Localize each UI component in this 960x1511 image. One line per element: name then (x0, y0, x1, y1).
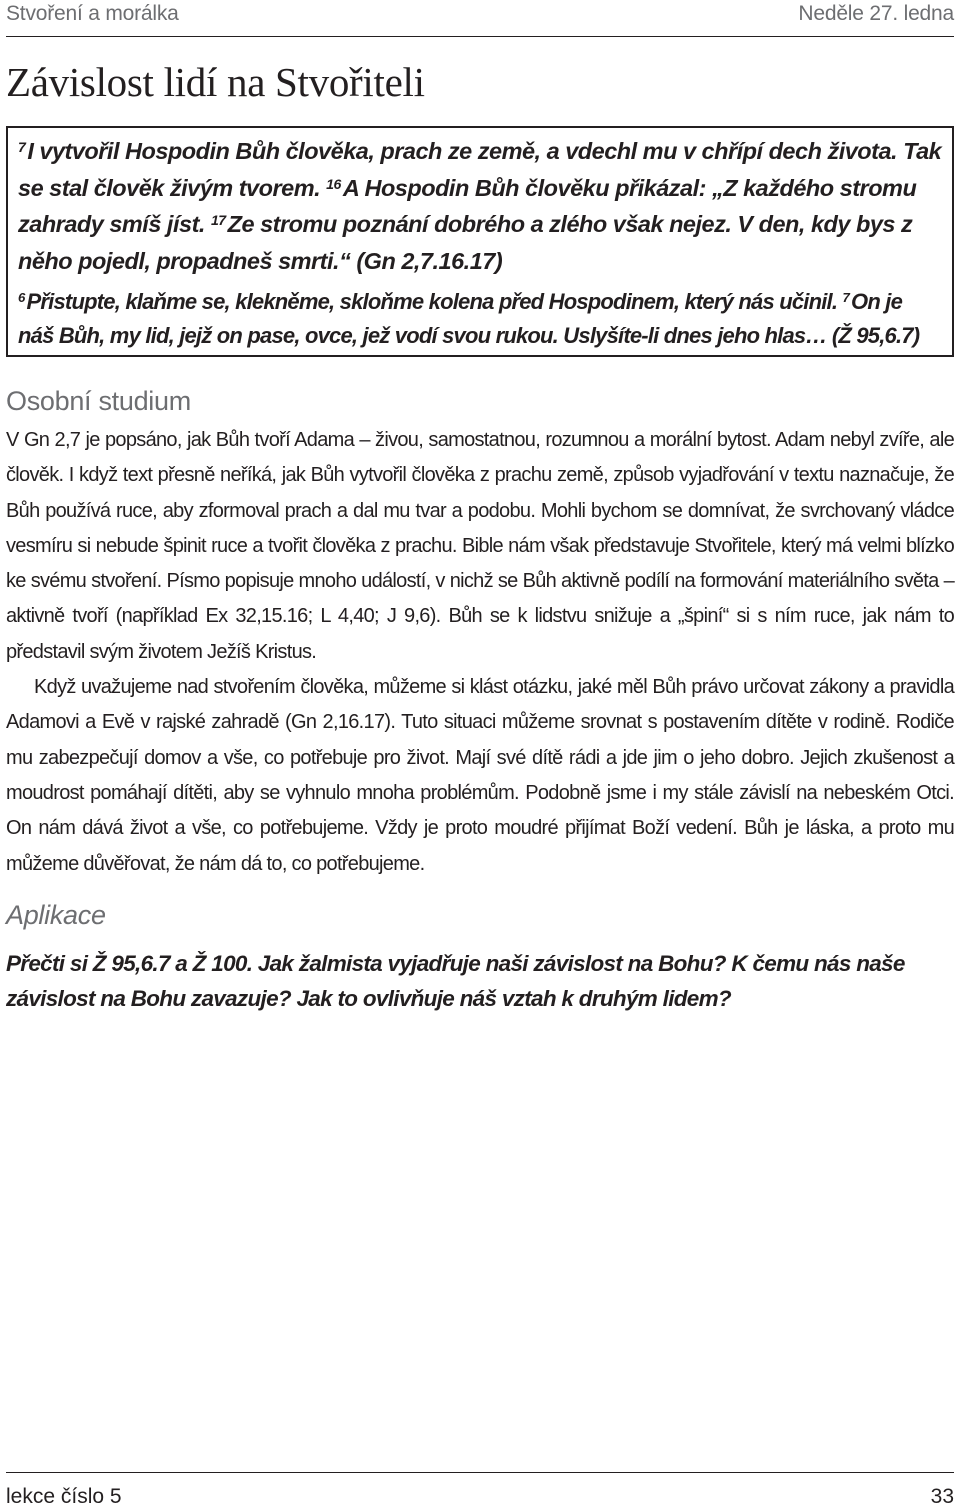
verse-number: 16 (326, 175, 341, 192)
page-title: Závislost lidí na Stvořiteli (6, 59, 425, 105)
page-header (6, 2, 954, 37)
verse-text: Přistupte, klaňme se, klekněme, skloňme kolena před Hospodinem, který nás učinil. (26, 289, 843, 314)
application-heading: Aplikace (6, 900, 106, 930)
verse-number: 17 (210, 212, 226, 228)
psalm-passage (18, 285, 942, 353)
header-section-title: Stvoření a morálka (6, 2, 179, 25)
lesson-number: lekce číslo 5 (6, 1485, 122, 1508)
study-paragraph: V Gn 2,7 je popsáno, jak Bůh tvoří Adama – živou, samostatnou, rozumnou a morální bytost. Adam nebyl zvíře, ale člověk. I když text přesně neříká, jak Bůh vytvořil člověka z prachu země, způsob vyjadřování v textu naznačuje, že Bůh používá ruce, aby zformoval prach a dal mu tvar a podobu. Mohli bychom se domnívat, že svrchovaný vládce vesmíru si nebude špinit ruce a tvořit člověka z prachu. Bible nám však představuje Stvořitele, který má velmi blízko ke svému stvoření. Písmo popisuje mnoho událostí, v nichž se Bůh aktivně podílí na formování materiálního světa – aktivně tvoří (například Ex 32,15.16; L 4,40; J 9,6). Bůh se k lidstvu snižuje a „špiní“ si s ním ruce, jak nám to představil svým životem Ježíš Kristus. (6, 429, 954, 663)
verse-text: A Hospodin Bůh člověku přikázal: „Z každého stromu zahrady smíš jíst. (18, 174, 917, 237)
page-number: 33 (930, 1485, 954, 1508)
study-paragraph: Když uvažujeme nad stvořením člověka, můžeme si klást otázku, jaké měl Bůh právo určovat zákony a pravidla Adamovi a Evě v rajské zahradě (Gn 2,16.17). Tuto situaci můžeme srovnat s postavením dítěte v rodině. Rodiče mu zabezpečují domov a vše, co potřebuje pro život. Mají své dítě rádi a jde jim o jeho dobro. Jejich zkušenost a moudrost pomáhají dítěti, aby se vyhnulo mnoha problémům. Podobně jsme i my stále závislí na nebeském Otci. On nám dává život a vše, co potřebujeme. Vždy je proto moudré přijímat Boží vedení. Bůh je láska, a proto mu můžeme důvěřovat, že nám dá to, co potřebujeme. (6, 676, 954, 875)
verse-text: I vytvořil Hospodin Bůh člověka, prach ze země, a vdechl mu v chřípí dech života. Tak se stal člověk živým tvorem. (18, 138, 942, 201)
verse-text: Ze stromu poznání dobrého a zlého však nejez. V den, kdy bys z něho pojedl, propadneš smrti.“ (Gn 2,7.16.17) (18, 211, 913, 274)
study-heading: Osobní studium (6, 386, 191, 416)
verse-number: 7 (18, 139, 26, 155)
page-footer (6, 1472, 954, 1509)
verse-text: On je náš Bůh, my lid, jejž on pase, ovce, jež vodí svou rukou. Uslyšíte-li dnes jeho hlas… (Ž 95,6.7) (18, 289, 920, 348)
scripture-box (6, 126, 954, 357)
study-body (6, 423, 954, 882)
application-text: Přečti si Ž 95,6.7 a Ž 100. Jak žalmista vyjadřuje naši závislost na Bohu? K čemu nás naše závislost na Bohu zavazuje? Jak to ovlivňuje náš vztah k druhým lidem? (6, 951, 905, 1011)
header-date: Neděle 27. ledna (798, 2, 954, 25)
verse-number: 7 (842, 290, 850, 305)
verse-number: 6 (18, 290, 25, 305)
genesis-passage (18, 133, 942, 279)
